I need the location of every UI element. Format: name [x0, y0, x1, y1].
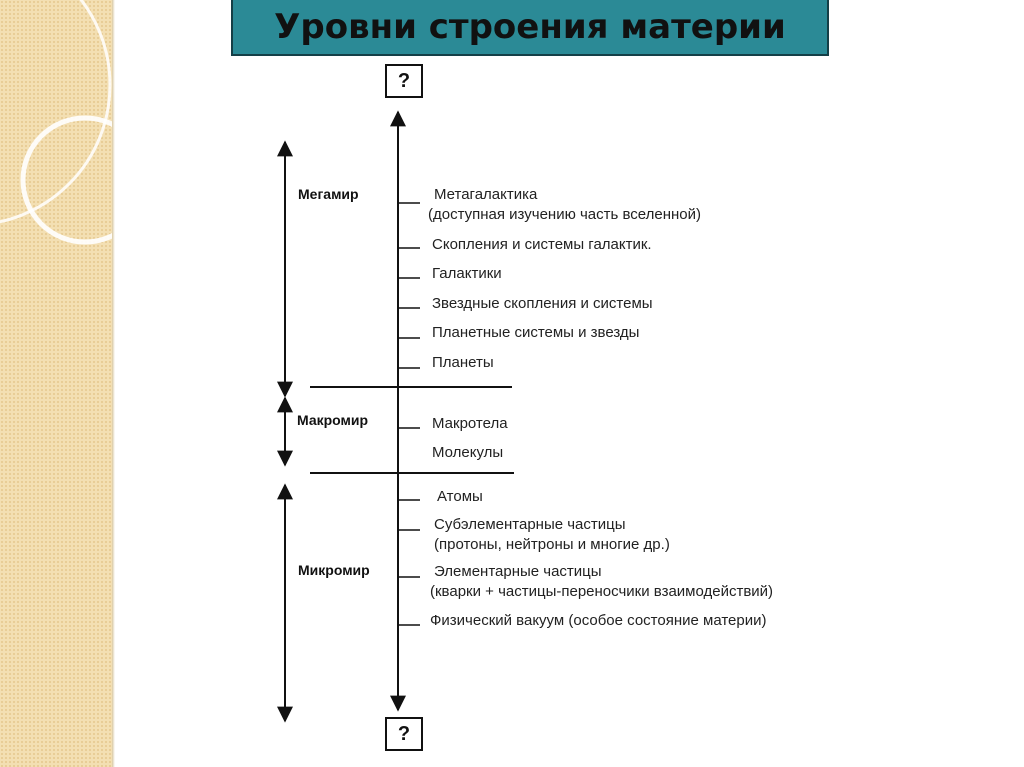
level-molecules: Молекулы: [432, 444, 504, 461]
level-ticks: [398, 203, 420, 625]
unknown-bottom-box: [385, 717, 423, 751]
level-galaxies: Галактики: [432, 265, 502, 282]
level-metagalaxy: Метагалактика: [434, 186, 538, 203]
level-macrobodies: Макротела: [432, 415, 508, 432]
level-planetary-systems: Планетные системы и звезды: [432, 324, 640, 341]
zone-macroworld: Макромир: [297, 412, 369, 428]
level-atoms: Атомы: [437, 488, 483, 505]
slide-title: Уровни строения материи: [274, 7, 786, 47]
level-subelementary: Субэлементарные частицы: [434, 516, 626, 533]
unknown-bottom-mark: ?: [397, 722, 411, 745]
level-metagalaxy-note: (доступная изучению часть вселенной): [428, 206, 702, 223]
zone-microworld: Микромир: [298, 562, 370, 578]
level-physical-vacuum: Физический вакуум (особое состояние материи): [430, 612, 767, 629]
level-subelementary-note: (протоны, нейтроны и многие др.): [434, 536, 670, 553]
level-planets: Планеты: [432, 354, 494, 371]
zone-megaworld: Мегамир: [298, 186, 359, 202]
unknown-top-mark: ?: [397, 69, 411, 92]
level-elementary: Элементарные частицы: [434, 563, 602, 580]
level-galaxy-clusters: Скопления и системы галактик.: [432, 236, 652, 253]
level-star-clusters: Звездные скопления и системы: [432, 295, 653, 312]
unknown-top-box: [385, 64, 423, 98]
level-elementary-note: (кварки + частицы-переносчики взаимодействий): [430, 583, 774, 600]
